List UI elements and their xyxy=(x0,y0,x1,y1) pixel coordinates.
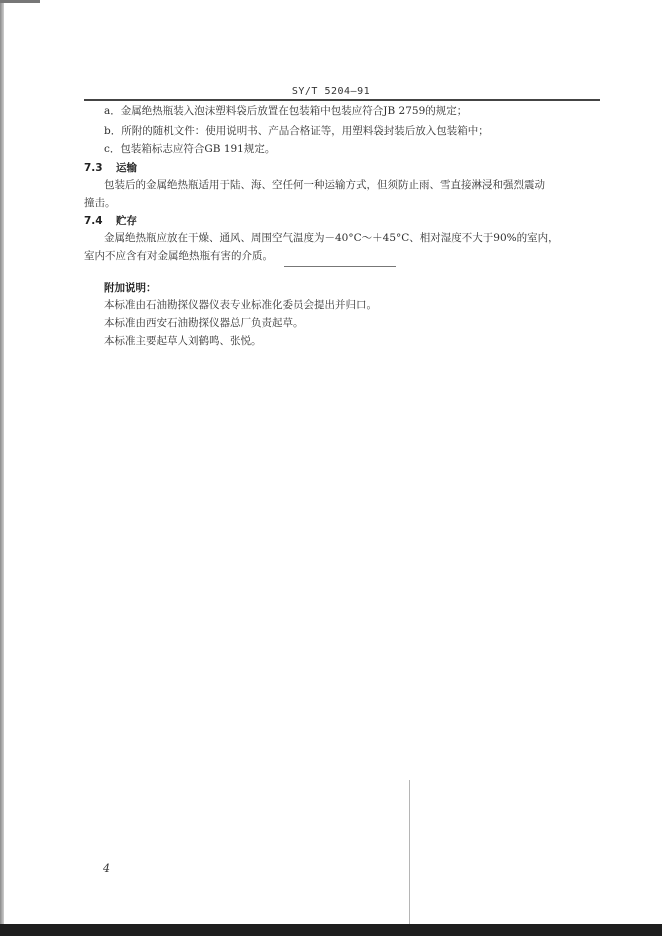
additional-note-3: 本标准主要起草人刘鹤鸣、张悦。 xyxy=(104,335,262,347)
section-7-3-number: 7.3 xyxy=(84,162,103,174)
header-rule xyxy=(84,99,600,101)
section-7-3-title: 运输 xyxy=(116,162,137,174)
additional-notes-title: 附加说明： xyxy=(104,282,157,294)
page-number: 4 xyxy=(103,862,110,875)
section-7-4-heading xyxy=(84,213,137,228)
item-a: a．金属绝热瓶装入泡沫塑料袋后放置在包装箱中包装应符合JB 2759的规定； xyxy=(104,105,468,117)
additional-note-1: 本标准由石油勘探仪器仪表专业标准化委员会提出并归口。 xyxy=(104,299,377,311)
section-7-4-body-line1: 金属绝热瓶应放在干燥、通风、周围空气温度为－40°C～＋45°C、相对湿度不大于90%的室内， xyxy=(104,232,559,244)
scan-artifact-line xyxy=(409,780,410,924)
scan-bottom-edge xyxy=(0,924,662,936)
end-separator-line xyxy=(284,266,396,267)
section-7-3-body-line1: 包装后的金属绝热瓶适用于陆、海、空任何一种运输方式，但须防止雨、雪直接淋浸和强烈震动 xyxy=(104,179,545,191)
document-code: SY/T 5204—91 xyxy=(291,86,371,97)
section-7-4-body-line2: 室内不应含有对金属绝热瓶有害的介质。 xyxy=(84,250,273,262)
scan-top-edge xyxy=(0,0,40,3)
scan-left-edge xyxy=(0,0,4,936)
additional-note-2: 本标准由西安石油勘探仪器总厂负责起草。 xyxy=(104,317,304,329)
section-7-3-heading xyxy=(84,160,137,175)
section-7-3-body-line2: 撞击。 xyxy=(84,197,116,209)
item-b: b．所附的随机文件：使用说明书、产品合格证等，用塑料袋封装后放入包装箱中； xyxy=(104,125,489,137)
section-7-4-number: 7.4 xyxy=(84,215,103,227)
item-c: c．包装箱标志应符合GB 191规定。 xyxy=(104,143,276,155)
section-7-4-title: 贮存 xyxy=(116,215,137,227)
